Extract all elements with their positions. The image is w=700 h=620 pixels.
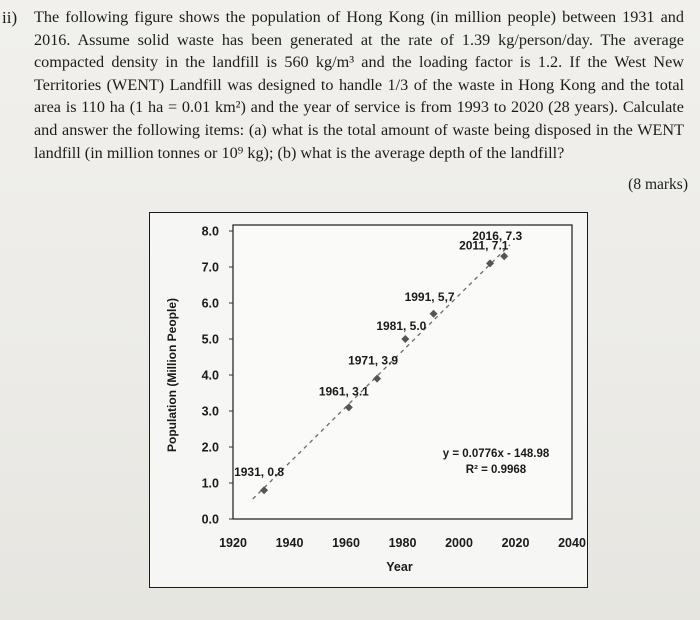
y-tick-label: 8.0 [201,224,219,239]
data-label: 1981, 5.0 [376,319,427,333]
y-tick-label: 3.0 [201,404,219,419]
y-tick-label: 4.0 [201,368,219,383]
x-tick-label: 2040 [558,536,586,550]
data-label: 1961, 3.1 [318,384,369,399]
x-tick-label: 1960 [332,536,360,550]
y-axis-title: Population (Million People) [165,298,179,452]
trendline-equation: y = 0.0776x - 148.98 [442,448,550,460]
marks-label: (8 marks) [628,176,688,193]
y-tick-label: 0.0 [201,512,219,527]
data-label: 1931, 0.8 [234,465,285,480]
x-tick-label: 1920 [219,536,247,550]
trendline-r-squared: R² = 0.9968 [465,464,527,476]
y-tick-label: 5.0 [201,332,219,347]
question-text: The following figure shows the population of Hong Kong (in million people) between 1931 and 2016. Assume solid waste has been generated at the rate of 1.39 kg/person/day. The average compacted density in the landfill is 560 kg/m³ and the loading factor is 1.2. If the West New Territories (WENT) Landfill was designed to handle 1/3 of the waste in Hong Kong and the total area is 110 ha (1 ha = 0.01 km²) and the year of service is from 1993 to 2020 (28 years). Calculate and answer the following items: (a) what is the total amount of waste being disposed in the WENT landfill (in million tonnes or 10⁹ kg); (b) what is the average depth of the landfill? [34,8,684,162]
data-label: 1971, 3.9 [348,353,399,368]
chart-canvas [150,213,587,587]
question-number: ii) [2,8,18,27]
data-label: 2011, 7.1 [459,238,509,253]
x-tick-label: 1980 [388,536,417,550]
x-axis-title: Year [386,560,413,574]
data-label: 1991, 5,7 [404,289,455,304]
y-tick-label: 6.0 [201,296,219,311]
x-tick-label: 1940 [275,536,304,550]
data-label: 2016, 7.3 [472,229,523,244]
y-tick-label: 1.0 [201,476,219,491]
y-tick-label: 2.0 [201,440,219,455]
x-tick-label: 2020 [501,536,530,550]
x-tick-label: 2000 [445,536,473,550]
y-tick-label: 7.0 [201,260,219,275]
population-chart [149,212,588,588]
